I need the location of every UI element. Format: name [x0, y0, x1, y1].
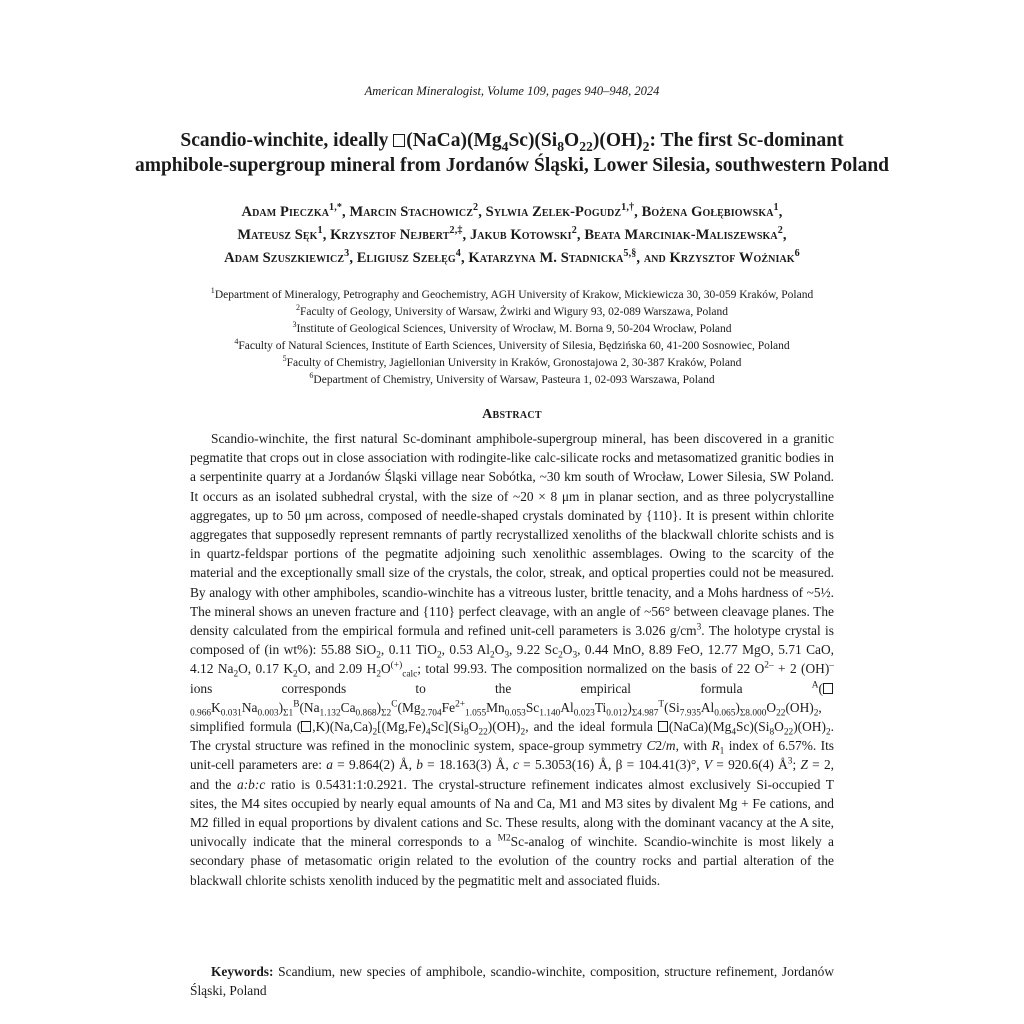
author: Sylwia Zelek-Pogudz — [485, 204, 622, 220]
author: Jakub Kotowski — [469, 227, 572, 243]
author: Mateusz Sęk — [237, 227, 318, 243]
author: Eligiusz Szełęg — [356, 250, 456, 266]
author: Katarzyna M. Stadnicka — [468, 250, 624, 266]
affiliation: $^4$Faculty of Natural Sciences, Institute of Earth Sciences, University of Silesia, Będzińska 60, 41-200 Sosnowiec, Poland — [234, 337, 790, 352]
author: Adam Szuszkiewicz — [224, 250, 345, 266]
author: and Krzysztof Woźniak — [643, 250, 795, 266]
affiliation: $^1$Department of Mineralogy, Petrography and Geochemistry, AGH University of Krakow, Mickiewicza 30, 30-059 Kraków, Poland — [210, 286, 814, 301]
abstract-body — [190, 429, 834, 890]
affiliation-list — [60, 287, 964, 389]
author: Bożena Gołębiowska — [641, 204, 774, 220]
vacancy-box-symbol — [393, 134, 405, 147]
title-text: Scandio-winchite, ideally — [180, 130, 394, 151]
abstract-paragraph: Scandio-winchite, the first natural Sc-dominant amphibole-supergroup mineral, has been discovered in a granitic pegmatite that crops out in close association with rodingite-like calc-silicate rocks and metasomatized granitic bodies in a serpentinite quarry at a Jordanów Śląski village near Sobótka, ~30 km south of Wrocław, Lower Silesia, SW Poland. It occurs as an isolated subhedral crystal, with the size of ~20 × 8 μm in planar section, and as three polycrystalline aggregates, up to 50 μm across, composed of needle-shaped crystals dominated by {110}. It is present within chlorite aggregates that supposedly represent remnants of partly recrystallized xenoliths of the blackwall chlorite schists and is in quartz-feldspar portions of the pegmatite adjoining such xenolithic assemblages. Owing to the scarcity of the material and the exceptionally small size of the crystals, the color, streak, and optical properties could not be measured. By analogy with other amphiboles, scandio-winchite has a vitreous luster, brittle tenacity, and a Mohs hardness of ~5½. The mineral shows an uneven fracture and {110} perfect cleavage, with an angle of ~56° between cleavage planes. The density calculated from the empirical formula and refined unit-cell parameters is 3.026 $g/cm^3$. The holotype crystal is composed of (in wt%): 55.88 SiO$_2$, 0.11 TiO$_2$, 0.53 $Al_2O_3$, 9.22 $Sc_2O_3$, 0.44 MnO, 8.89 FeO, 12.77 MgO, 5.71 CaO, 4.12 $Na_2O$, 0.17 $K_2O$, and 2.09 $H_2O^{(+)}_{calc}$; total 99.93. The composition normalized on the basis of 22 $O^{2-} + 2$ (OH)– ions corresponds to the empirical formula $^A(_{0.966}K_{0.031}Na_{0.003})_{\Sigma 1}^B(Na_{1.132}Ca_{0.868})_{\Sigma 2}^C(Mg_{2.704}Fe^{2+}_{1.055}Mn_{0.053}Sc_{1.140}Al_{0.023}Ti_{0.012})_{\Sigma 4.987}^T(Si_{7.935}Al_{0.065})_{\Sigma 8.000}O_{22}(OH)_2$, simplified formula ( $,K)(Na,Ca)_2[(Mg,Fe)_4Sc](Si_8O_{22})(OH)_2$, and the ideal formula $(NaCa)(Mg_4Sc)(Si_8O_{22})(OH)_2$. The crystal structure was refined in the monoclinic system, space-group symmetry C2/m, with $R_1$ index of 6.57%. Its unit-cell parameters are: a = 9.864(2) Å, b = 18.163(3) Å, c = 5.3053(16) Å, β = 104.41(3)°, V = 920.6(4) $Å^3$; Z = 2, and the a:b:c ratio is 0.5431:1:0.2921. The crystal-structure refinement indicates almost exclusively Si-occupied T sites, the M4 sites occupied by nearly equal amounts of Na and Ca, M1 and M3 sites by divalent Mg + Fe cations, and M2 filled in equal proportions by divalent cations and Sc. These results, along with the dominant vacancy at the A site, univocally indicate that the mineral corresponds to a $^{M2}$Sc-analog of winchite. Scandio-winchite is most likely a secondary phase of metasomatic origin related to the evolution of the country rocks and partial alteration of the blackwall chlorite schists xenolith induced by the pegmatitic melt and associated fluids. — [190, 431, 834, 888]
author: Beata Marciniak-Maliszewska — [584, 227, 778, 243]
keywords-label: Keywords: — [211, 964, 274, 979]
affiliation: $^2$Faculty of Geology, University of Warsaw, Żwirki and Wigury 93, 02-089 Warszawa, Poland — [295, 303, 729, 318]
keywords-text: Scandium, new species of amphibole, scandio-winchite, composition, structure refinement, Jordanów Śląski, Poland — [190, 964, 834, 999]
article-title: Scandio-winchite, ideally $(NaCa)(Mg_4Sc)(Si_8O_{22})(OH)_2$: The first Sc-dominant amphibole-supergroup mineral from Jordanów Śląski, Lower Silesia, southwestern Poland — [134, 130, 890, 176]
journal-citation: American Mineralogist, Volume 109, pages 940–948, 2024 — [364, 84, 660, 98]
title-line-2: amphibole-supergroup mineral from Jordanów Śląski, Lower Silesia, southwestern Poland — [134, 155, 890, 176]
vacancy-box-symbol — [823, 683, 833, 694]
vacancy-box-symbol — [301, 721, 311, 732]
vacancy-box-symbol — [658, 721, 668, 732]
author-list: Adam Pieczka$^{1,*}$, Marcin Stachowicz$^2$, Sylwia Zelek-Pogudz$^{1,\dagger}$, Bożena Gołębiowska$^1$, Mateusz Sęk$^1$, Krzysztof Nejbert$^{2,\ddagger}$, Jakub Kotowski$^2$, Beata Marciniak-Maliszewska$^2$, Adam Szuszkiewicz$^3$, Eligiusz Szełęg$^4$, Katarzyna M. Stadnicka$^{5,\S}$, and Krzysztof Woźniak$^6$ — [224, 202, 800, 266]
author: Krzysztof Nejbert — [330, 227, 450, 243]
affiliation: $^5$Faculty of Chemistry, Jagiellonian University in Kraków, Gronostajowa 2, 30-387 Kraków, Poland — [282, 354, 742, 369]
author: Adam Pieczka — [241, 204, 330, 220]
keywords — [190, 962, 834, 1000]
affiliation: $^6$Department of Chemistry, University of Warsaw, Pasteura 1, 02-093 Warszawa, Poland — [309, 371, 715, 386]
author: Marcin Stachowicz — [349, 204, 474, 220]
affiliation: $^3$Institute of Geological Sciences, University of Wrocław, M. Borna 9, 50-204 Wrocław, Poland — [292, 320, 732, 335]
abstract-heading: Abstract — [482, 407, 542, 422]
